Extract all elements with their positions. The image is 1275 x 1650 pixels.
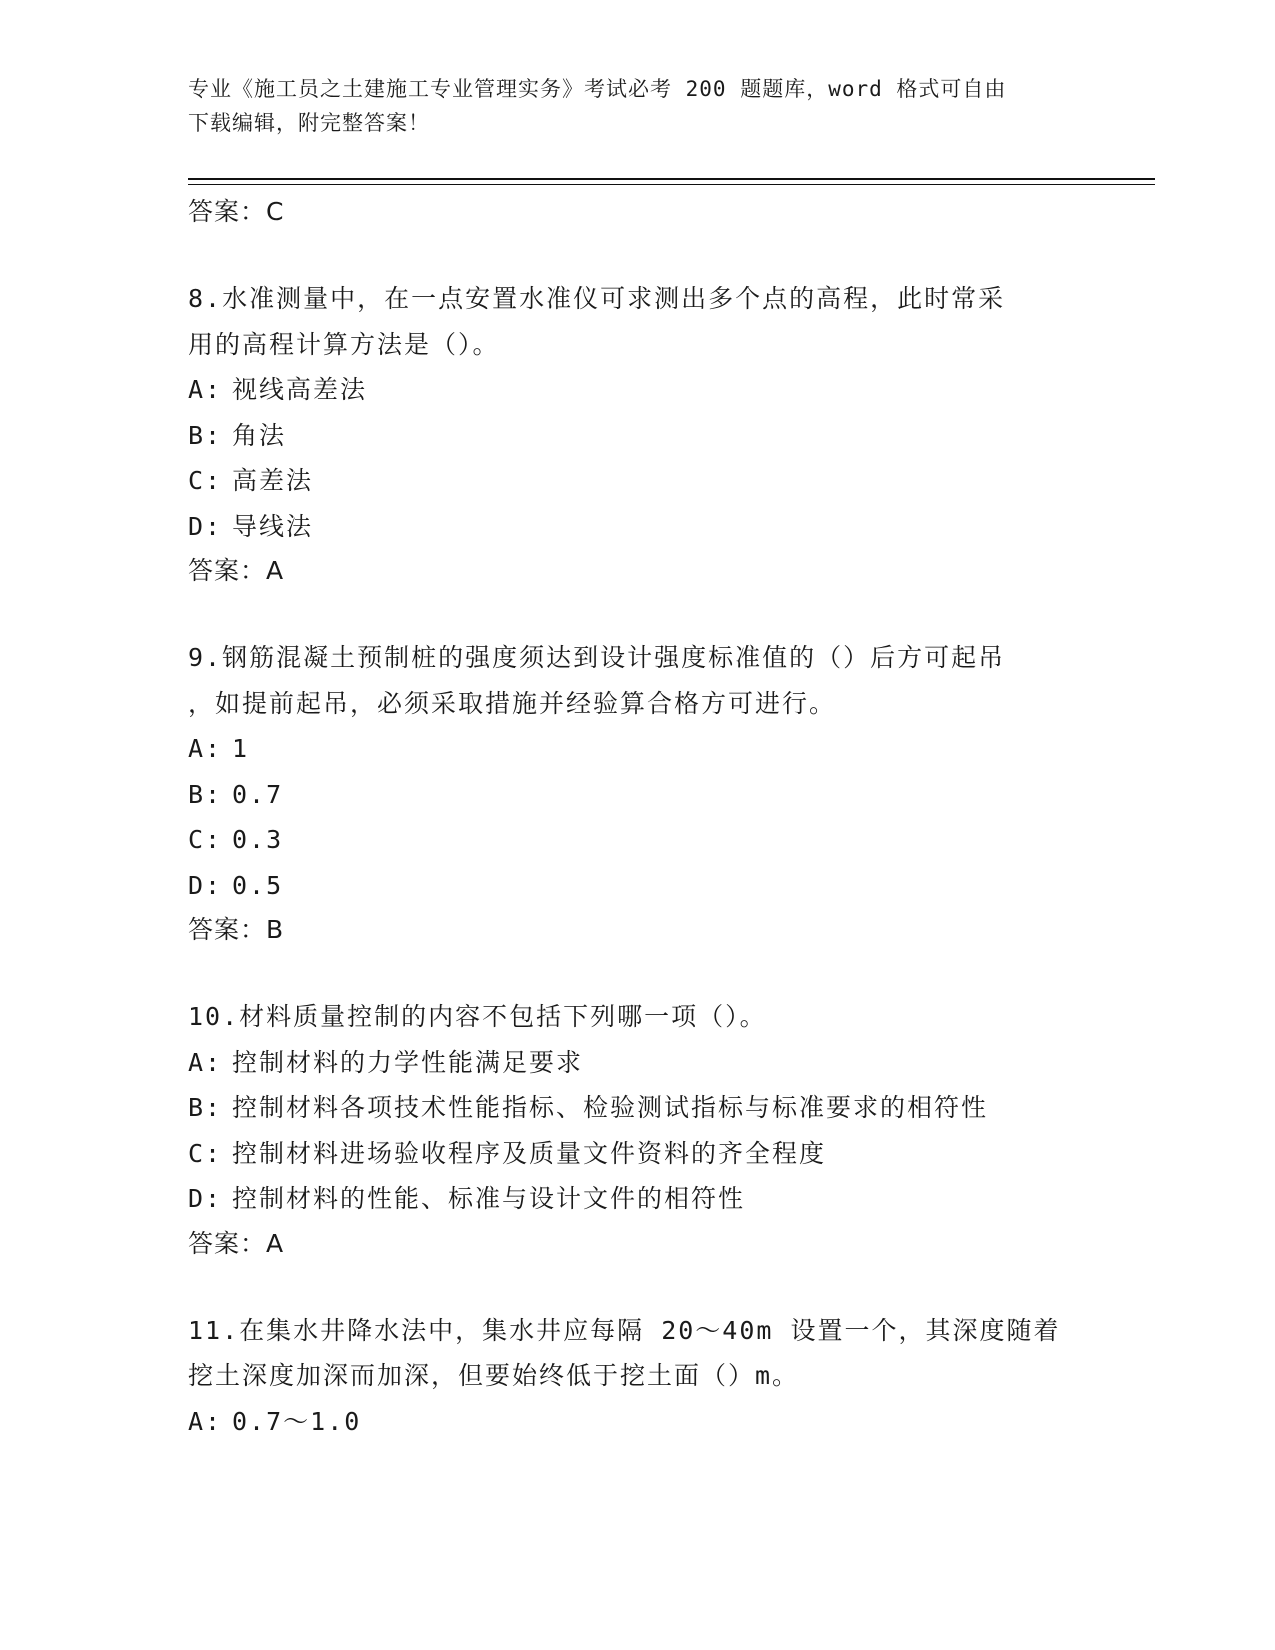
question-stem: 用的高程计算方法是（）。: [188, 329, 500, 359]
header-line-1: 专业《施工员之土建施工专业管理实务》考试必考 200 题题库，word 格式可自由: [188, 77, 1007, 101]
option-letter: B:: [188, 420, 223, 450]
question-list: [188, 190, 1088, 1444]
option-b: [188, 1085, 1088, 1131]
option-text: 0.3: [232, 825, 284, 854]
document-header: [188, 72, 1068, 140]
option-text: 0.7: [232, 779, 284, 809]
question-stem: 挖土深度加深而加深，但要始终低于挖土面（）m。: [188, 1361, 800, 1390]
option-text: 高差法: [232, 466, 314, 495]
option-a: [188, 726, 1088, 772]
question-9: [188, 635, 1088, 952]
question-stem: 11.在集水井降水法中，集水井应每隔 20～40m 设置一个，其深度随着: [188, 1315, 1061, 1345]
option-b: [188, 413, 1088, 459]
option-text: 1: [232, 734, 250, 763]
option-letter: D:: [188, 1184, 223, 1213]
option-text: 控制材料各项技术性能指标、检验测试指标与标准要求的相符性: [232, 1093, 989, 1122]
answer-line: 答案：B: [188, 915, 285, 944]
option-text: 导线法: [232, 511, 314, 541]
option-text: 角法: [232, 420, 287, 450]
answer-line: 答案：A: [188, 556, 285, 585]
option-letter: A:: [188, 734, 223, 763]
option-a: [188, 1040, 1088, 1086]
option-letter: A:: [188, 1406, 223, 1436]
option-c: [188, 458, 1088, 504]
answer-line: 答案：A: [188, 1228, 285, 1258]
option-text: 控制材料进场验收程序及质量文件资料的齐全程度: [232, 1138, 827, 1168]
option-text: 视线高差法: [232, 375, 368, 404]
option-b: [188, 772, 1088, 818]
answer-line: 答案：C: [188, 197, 285, 226]
header-divider-thin: [188, 184, 1155, 185]
option-letter: C:: [188, 825, 223, 854]
header-divider-thick: [188, 178, 1155, 180]
option-letter: B:: [188, 1093, 223, 1122]
option-text: 0.5: [232, 870, 284, 900]
option-letter: C:: [188, 1138, 223, 1168]
question-stem: ，如提前起吊，必须采取措施并经验算合格方可进行。: [188, 688, 837, 718]
option-c: [188, 817, 1088, 863]
option-letter: A:: [188, 1047, 223, 1077]
question-stem: 10.材料质量控制的内容不包括下列哪一项（）。: [188, 1002, 767, 1031]
option-a: [188, 367, 1088, 413]
option-a: [188, 1399, 1088, 1445]
question-8: [188, 276, 1088, 593]
question-10: [188, 994, 1088, 1266]
option-d: [188, 1176, 1088, 1222]
option-letter: D:: [188, 870, 223, 900]
option-letter: B:: [188, 779, 223, 809]
option-text: 控制材料的性能、标准与设计文件的相符性: [232, 1184, 746, 1213]
option-d: [188, 504, 1088, 550]
option-letter: A:: [188, 375, 223, 404]
header-line-2: 下载编辑，附完整答案！: [188, 111, 430, 135]
option-d: [188, 863, 1088, 909]
question-stem: 8.水准测量中，在一点安置水准仪可求测出多个点的高程，此时常采: [188, 284, 1006, 313]
option-letter: C:: [188, 466, 223, 495]
option-c: [188, 1131, 1088, 1177]
option-letter: D:: [188, 511, 223, 541]
option-text: 0.7～1.0: [232, 1406, 362, 1436]
question-11: [188, 1308, 1088, 1445]
question-stem: 9.钢筋混凝土预制桩的强度须达到设计强度标准值的（）后方可起吊: [188, 643, 1006, 672]
option-text: 控制材料的力学性能满足要求: [232, 1047, 584, 1077]
